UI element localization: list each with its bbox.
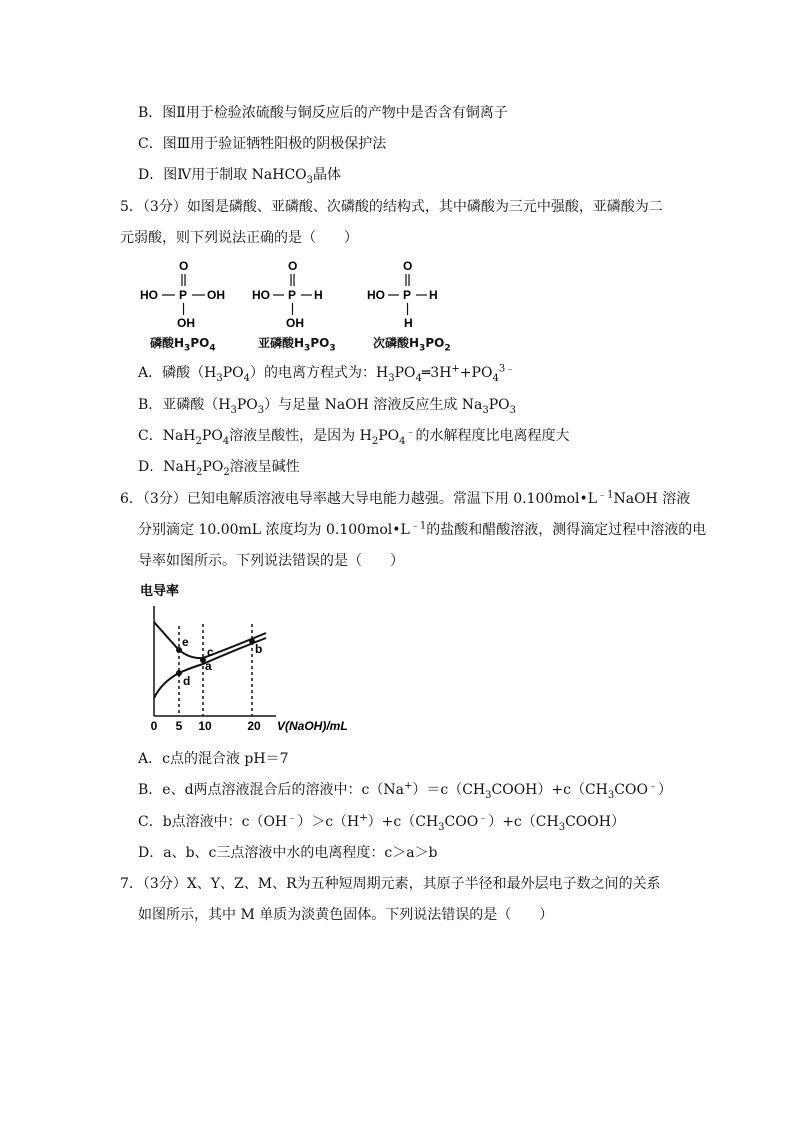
label-e: e (182, 635, 189, 649)
q5-option-b: B．亚磷酸$(H_3PO_3)$与足量 NaOH 溶液反应生成 $Na_3PO_3$ (138, 397, 517, 416)
molecule-name-h3po4: 磷酸$H_3PO_4$ (150, 336, 216, 354)
q6-stem-line1: 6．（3分）已知电解质溶液电导率越大导电能力越强。常温下用 $0.100mol•L^{﹣1}NaOH$ 溶液 (120, 489, 691, 507)
q4-option-c: C．图Ⅲ用于验证牺牲阳极的阴极保护法 (138, 136, 387, 152)
q5-option-d: D．$NaH_2PO_2$溶液呈碱性 (138, 459, 300, 478)
atom-ho: HO (367, 288, 385, 302)
q6-option-d: D．a、b、c三点溶液中水的电离程度：c＞a＞b (138, 845, 438, 861)
q5-stem-line1: 5．（3分）如图是磷酸、亚磷酸、次磷酸的结构式，其中磷酸为三元中强酸，亚磷酸为二 (120, 199, 663, 215)
tick-5: 5 (175, 719, 183, 733)
q6-stem-line3: 导率如图所示。下列说法错误的是（ ） (138, 553, 404, 569)
atom-p: P (288, 288, 297, 302)
q5-stem-line2: 元弱酸，则下列说法正确的是（ ） (120, 230, 358, 246)
tick-10: 10 (198, 719, 212, 733)
label-a: a (205, 659, 212, 673)
q6-option-a: A．c点的混合液 pH＝7 (138, 751, 289, 767)
conductivity-graph (130, 580, 370, 740)
q5-option-c: C．$NaH_2PO_4$溶液呈酸性，是因为 $H_2PO_4^﹣$的水解程度比电离程度大 (138, 426, 570, 447)
tick-0: 0 (150, 719, 158, 733)
q7-stem-line1: 7．（3分）X、Y、Z、M、R为五种短周期元素，其原子半径和最外层电子数之间的关系 (120, 876, 661, 892)
q5-option-a: A．磷酸$(H_3PO_4)$的电离方程式为：$H_3PO_4═3H^++PO_4^{3﹣}$ (138, 363, 516, 384)
q6-stem-line2: 分别滴定 10.00mL 浓度均为 $0.100mol•L^{﹣1}$的盐酸和醋酸溶液，测得滴定过程中溶液的电 (138, 520, 707, 538)
atom-ho: HO (252, 288, 270, 302)
q4-option-b: B．图Ⅱ用于检验浓硫酸与铜反应后的产物中是否含有铜离子 (138, 105, 508, 121)
atom-o: O (403, 259, 413, 273)
tick-20: 20 (247, 719, 261, 733)
atom-h: H (314, 288, 323, 302)
y-axis-label: 电导率 (140, 583, 180, 598)
point-d-marker (176, 670, 182, 676)
molecule-name-h3po3: 亚磷酸$H_3PO_3$ (258, 336, 336, 354)
label-d: d (183, 674, 191, 688)
atom-ho: HO (140, 288, 158, 302)
label-c: c (207, 645, 214, 659)
atom-o: O (179, 259, 189, 273)
atom-h: H (429, 288, 438, 302)
atom-oh: OH (207, 288, 225, 302)
atom-o: O (288, 259, 298, 273)
atom-p: P (179, 288, 188, 302)
phosphoric-acid-structure (140, 256, 240, 336)
hypophosphorous-acid-structure (367, 256, 457, 336)
atom-oh: OH (286, 316, 304, 330)
q6-option-b: B．e、d两点溶液混合后的溶液中：$c(Na^+)=c(CH_3COOH)+c(CH_3COO^﹣)$ (138, 780, 672, 801)
q4-option-d: D．图Ⅳ用于制取 NaHCO$_3$晶体 (138, 167, 342, 186)
atom-h: H (404, 316, 413, 330)
phosphorous-acid-structure (252, 256, 342, 336)
molecule-name-h3po2: 次磷酸$H_3PO_2$ (373, 336, 451, 354)
atom-oh: OH (177, 316, 195, 330)
x-axis-label: V(NaOH)/mL (277, 719, 348, 733)
label-b: b (255, 642, 263, 656)
q7-stem-line2: 如图所示，其中 M 单质为淡黄色固体。下列说法错误的是（ ） (138, 907, 554, 923)
q6-option-c: C．b点溶液中：$c(OH^﹣)>c(H^+)+c(CH_3COO^﹣)+c(CH_3COOH)$ (138, 812, 625, 833)
atom-p: P (403, 288, 412, 302)
